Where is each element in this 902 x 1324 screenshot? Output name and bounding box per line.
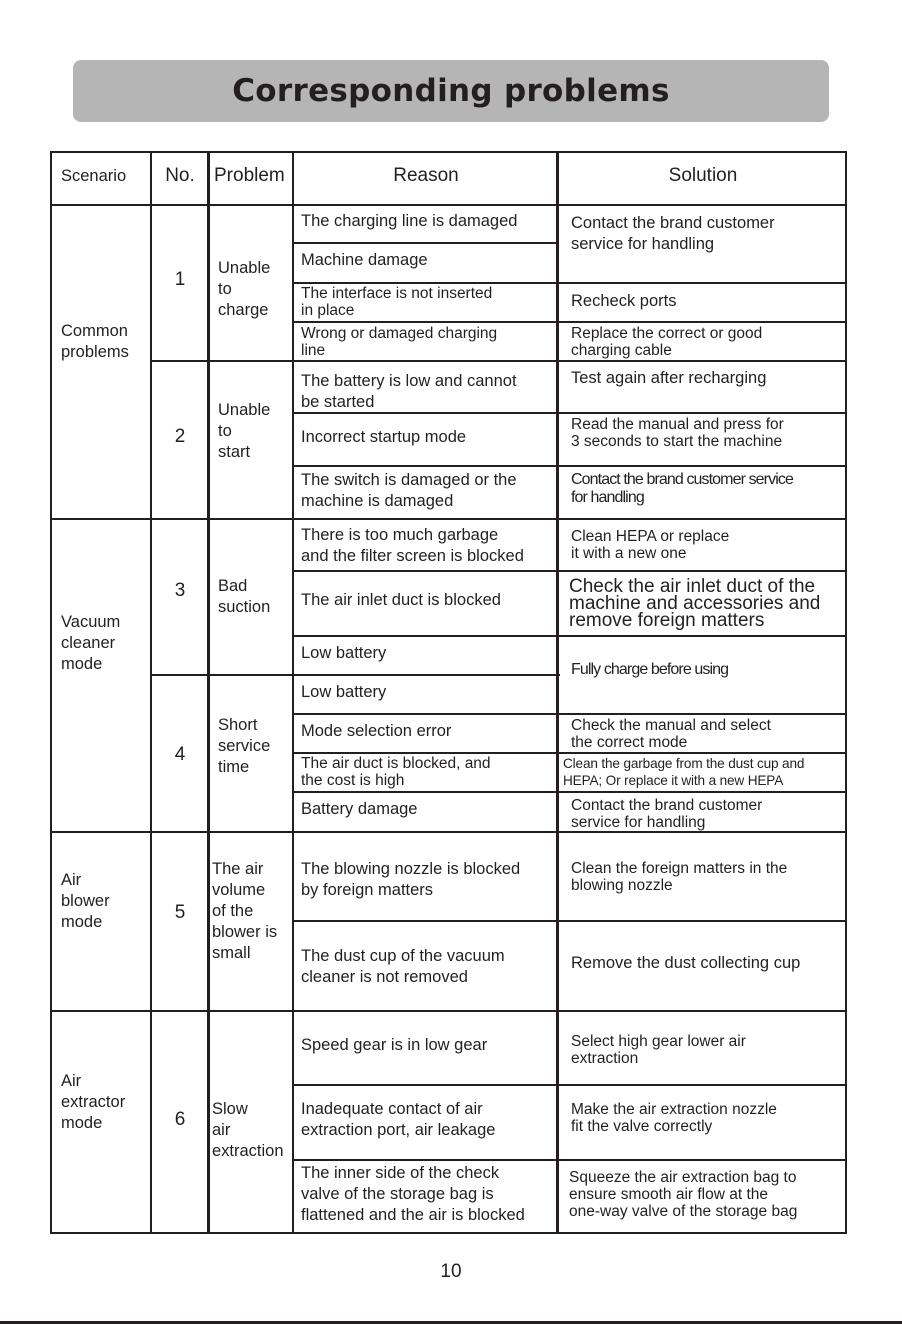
column-divider bbox=[556, 151, 559, 1234]
solution-divider bbox=[556, 1084, 847, 1086]
solution-divider bbox=[556, 321, 847, 323]
solution-cell: Read the manual and press for 3 seconds to start the machine bbox=[571, 416, 784, 450]
solution-cell: Make the air extraction nozzle fit the valve correctly bbox=[571, 1101, 777, 1135]
solution-cell: Replace the correct or good charging cable bbox=[571, 325, 763, 359]
solution-cell: Clean the garbage from the dust cup and HEPA; Or replace it with a new HEPA bbox=[563, 756, 805, 788]
solution-cell: Contact the brand customer service for handling bbox=[571, 471, 793, 506]
reason-divider bbox=[292, 752, 558, 754]
solution-divider bbox=[556, 1159, 847, 1161]
number-cell: 4 bbox=[174, 744, 186, 765]
reason-divider bbox=[292, 713, 558, 715]
reason-divider bbox=[292, 1159, 558, 1161]
item-divider bbox=[150, 360, 847, 362]
table-border-top bbox=[50, 151, 847, 153]
table-border-right bbox=[845, 151, 847, 1234]
reason-cell: The battery is low and cannot be started bbox=[301, 372, 517, 411]
scenario-cell: Air extractor mode bbox=[61, 1072, 126, 1132]
solution-divider bbox=[556, 713, 847, 715]
solution-cell: Remove the dust collecting cup bbox=[571, 954, 801, 972]
reason-divider bbox=[292, 1084, 558, 1086]
solution-cell: Clean the foreign matters in the blowing nozzle bbox=[571, 860, 788, 894]
solution-divider bbox=[556, 920, 847, 922]
reason-cell: Low battery bbox=[301, 683, 387, 701]
item-divider bbox=[150, 674, 560, 676]
solution-cell: Contact the brand customer service for handling bbox=[571, 797, 763, 831]
reason-cell: The air inlet duct is blocked bbox=[301, 591, 501, 609]
scenario-cell: Air blower mode bbox=[61, 871, 110, 931]
reason-cell: The air duct is blocked, and the cost is high bbox=[301, 755, 491, 789]
group-divider bbox=[50, 518, 847, 520]
reason-cell: The inner side of the check valve of the storage bag is flattened and the air is blocked bbox=[301, 1164, 525, 1224]
reason-divider bbox=[292, 791, 558, 793]
solution-divider bbox=[556, 282, 847, 284]
solution-cell: Fully charge before using bbox=[571, 661, 729, 678]
problem-cell: The air volume of the blower is small bbox=[212, 860, 278, 962]
column-divider bbox=[292, 151, 294, 1234]
scenario-cell: Vacuum cleaner mode bbox=[61, 613, 121, 673]
reason-cell: The blowing nozzle is blocked by foreign matters bbox=[301, 860, 521, 899]
reason-divider bbox=[292, 635, 558, 637]
number-cell: 3 bbox=[174, 580, 186, 601]
number-cell: 2 bbox=[174, 426, 186, 447]
reason-cell: Inadequate contact of air extraction port, air leakage bbox=[301, 1100, 496, 1139]
number-cell: 1 bbox=[174, 269, 186, 290]
solution-cell: Squeeze the air extraction bag to ensure smooth air flow at the one-way valve of the storage bag bbox=[569, 1169, 798, 1220]
solution-divider bbox=[556, 635, 847, 637]
number-cell: 5 bbox=[174, 902, 186, 923]
solution-cell: Contact the brand customer service for handling bbox=[571, 214, 775, 253]
table-border-left bbox=[50, 151, 52, 1234]
reason-cell: Mode selection error bbox=[301, 722, 452, 740]
scenario-cell: Common problems bbox=[61, 322, 129, 361]
reason-cell: Wrong or damaged charging line bbox=[301, 325, 498, 359]
solution-divider bbox=[556, 570, 847, 572]
reason-divider bbox=[292, 242, 558, 244]
number-cell: 6 bbox=[174, 1109, 186, 1130]
reason-divider bbox=[292, 282, 558, 284]
reason-cell: The interface is not inserted in place bbox=[301, 285, 493, 319]
problem-cell: Bad suction bbox=[218, 577, 271, 616]
solution-cell: Check the manual and select the correct mode bbox=[571, 717, 771, 751]
page-number: 10 bbox=[440, 1261, 462, 1282]
problem-cell: Slow air extraction bbox=[212, 1100, 284, 1160]
solution-cell: Clean HEPA or replace it with a new one bbox=[571, 528, 730, 562]
column-divider bbox=[207, 151, 210, 1234]
solution-divider bbox=[556, 791, 847, 793]
column-divider bbox=[150, 151, 152, 1234]
reason-cell: The charging line is damaged bbox=[301, 212, 518, 230]
header-solution: Solution bbox=[668, 165, 738, 186]
page-title: Corresponding problems bbox=[232, 73, 670, 109]
problem-cell: Unable to charge bbox=[218, 259, 271, 319]
header-no: No. bbox=[165, 165, 195, 186]
group-divider bbox=[50, 831, 847, 833]
solution-divider bbox=[556, 465, 847, 467]
reason-cell: The switch is damaged or the machine is damaged bbox=[301, 471, 517, 510]
reason-divider bbox=[292, 321, 558, 323]
reason-divider bbox=[292, 465, 558, 467]
reason-cell: Battery damage bbox=[301, 800, 418, 818]
solution-cell: Check the air inlet duct of the machine and accessories and remove foreign matters bbox=[569, 576, 821, 631]
header-divider bbox=[50, 204, 847, 206]
solution-cell: Recheck ports bbox=[571, 292, 677, 310]
solution-cell: Select high gear lower air extraction bbox=[571, 1033, 746, 1067]
reason-cell: Machine damage bbox=[301, 251, 428, 269]
header-scenario: Scenario bbox=[61, 167, 127, 185]
reason-divider bbox=[292, 570, 558, 572]
header-reason: Reason bbox=[393, 165, 459, 186]
header-problem: Problem bbox=[214, 165, 285, 186]
solution-cell: Test again after recharging bbox=[571, 369, 767, 387]
group-divider bbox=[50, 1010, 847, 1012]
reason-cell: Low battery bbox=[301, 644, 387, 662]
problem-cell: Short service time bbox=[218, 716, 271, 776]
reason-divider bbox=[292, 920, 558, 922]
reason-cell: There is too much garbage and the filter screen is blocked bbox=[301, 526, 524, 565]
reason-cell: The dust cup of the vacuum cleaner is not removed bbox=[301, 947, 505, 986]
reason-cell: Incorrect startup mode bbox=[301, 428, 467, 446]
problem-cell: Unable to start bbox=[218, 401, 271, 461]
solution-divider bbox=[556, 752, 847, 754]
reason-cell: Speed gear is in low gear bbox=[301, 1036, 488, 1054]
table-border-bottom bbox=[50, 1232, 847, 1234]
solution-divider bbox=[556, 412, 847, 414]
